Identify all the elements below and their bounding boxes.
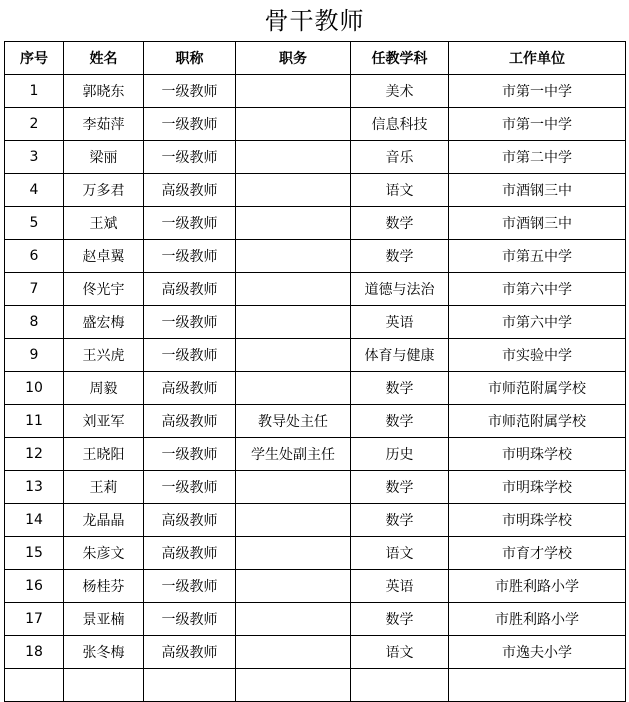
cell-position — [236, 174, 351, 207]
cell-title-rank: 高级教师 — [144, 405, 236, 438]
cell-index: 6 — [5, 240, 64, 273]
cell-title-rank — [144, 669, 236, 702]
cell-name: 王晓阳 — [64, 438, 144, 471]
cell-title-rank: 一级教师 — [144, 603, 236, 636]
cell-position — [236, 537, 351, 570]
cell-title-rank: 一级教师 — [144, 471, 236, 504]
cell-workplace: 市酒钢三中 — [449, 174, 626, 207]
cell-title-rank: 高级教师 — [144, 537, 236, 570]
table-row — [5, 603, 626, 636]
cell-position — [236, 306, 351, 339]
cell-index: 14 — [5, 504, 64, 537]
cell-subject: 数学 — [351, 405, 449, 438]
cell-title-rank: 一级教师 — [144, 438, 236, 471]
cell-workplace: 市胜利路小学 — [449, 570, 626, 603]
cell-position — [236, 207, 351, 240]
cell-workplace: 市明珠学校 — [449, 438, 626, 471]
cell-workplace: 市第六中学 — [449, 306, 626, 339]
cell-name: 王兴虎 — [64, 339, 144, 372]
cell-workplace: 市胜利路小学 — [449, 603, 626, 636]
cell-subject: 语文 — [351, 537, 449, 570]
cell-index: 2 — [5, 108, 64, 141]
cell-workplace: 市酒钢三中 — [449, 207, 626, 240]
cell-name: 周毅 — [64, 372, 144, 405]
cell-name: 景亚楠 — [64, 603, 144, 636]
cell-index: 17 — [5, 603, 64, 636]
header-position: 职务 — [236, 42, 351, 75]
header-subject: 任教学科 — [351, 42, 449, 75]
cell-index — [5, 669, 64, 702]
cell-subject: 历史 — [351, 438, 449, 471]
cell-index: 8 — [5, 306, 64, 339]
cell-index: 1 — [5, 75, 64, 108]
header-title-rank: 职称 — [144, 42, 236, 75]
table-row — [5, 174, 626, 207]
cell-index: 13 — [5, 471, 64, 504]
cell-workplace: 市师范附属学校 — [449, 372, 626, 405]
table-row — [5, 669, 626, 702]
table-row — [5, 108, 626, 141]
cell-position — [236, 75, 351, 108]
table-row — [5, 339, 626, 372]
table-row — [5, 273, 626, 306]
cell-position — [236, 141, 351, 174]
cell-position — [236, 273, 351, 306]
cell-subject: 数学 — [351, 207, 449, 240]
cell-position — [236, 570, 351, 603]
table-row — [5, 405, 626, 438]
cell-subject: 音乐 — [351, 141, 449, 174]
cell-subject: 语文 — [351, 174, 449, 207]
cell-title-rank: 高级教师 — [144, 273, 236, 306]
cell-position: 教导处主任 — [236, 405, 351, 438]
cell-subject: 英语 — [351, 306, 449, 339]
cell-index: 9 — [5, 339, 64, 372]
cell-workplace: 市实验中学 — [449, 339, 626, 372]
table-row — [5, 207, 626, 240]
cell-position — [236, 339, 351, 372]
cell-name: 赵卓翼 — [64, 240, 144, 273]
cell-workplace — [449, 669, 626, 702]
cell-title-rank: 高级教师 — [144, 372, 236, 405]
cell-index: 15 — [5, 537, 64, 570]
cell-position — [236, 603, 351, 636]
cell-index: 10 — [5, 372, 64, 405]
cell-position — [236, 504, 351, 537]
cell-index: 18 — [5, 636, 64, 669]
header-index: 序号 — [5, 42, 64, 75]
cell-subject: 数学 — [351, 471, 449, 504]
cell-title-rank: 一级教师 — [144, 306, 236, 339]
cell-name: 朱彦文 — [64, 537, 144, 570]
cell-position — [236, 669, 351, 702]
cell-index: 4 — [5, 174, 64, 207]
document-title: 骨干教师 — [264, 7, 365, 35]
table-row — [5, 636, 626, 669]
cell-name: 盛宏梅 — [64, 306, 144, 339]
cell-subject: 数学 — [351, 504, 449, 537]
cell-name: 龙晶晶 — [64, 504, 144, 537]
table-row — [5, 372, 626, 405]
cell-workplace: 市育才学校 — [449, 537, 626, 570]
cell-subject: 美术 — [351, 75, 449, 108]
header-name: 姓名 — [64, 42, 144, 75]
cell-workplace: 市明珠学校 — [449, 471, 626, 504]
cell-position — [236, 636, 351, 669]
cell-title-rank: 一级教师 — [144, 75, 236, 108]
cell-title-rank: 一级教师 — [144, 570, 236, 603]
cell-subject: 数学 — [351, 372, 449, 405]
cell-workplace: 市逸夫小学 — [449, 636, 626, 669]
cell-index: 7 — [5, 273, 64, 306]
cell-title-rank: 一级教师 — [144, 339, 236, 372]
cell-subject: 信息科技 — [351, 108, 449, 141]
table-row — [5, 306, 626, 339]
table-row — [5, 537, 626, 570]
cell-workplace: 市第一中学 — [449, 75, 626, 108]
cell-index: 16 — [5, 570, 64, 603]
cell-subject: 数学 — [351, 240, 449, 273]
cell-title-rank: 高级教师 — [144, 174, 236, 207]
cell-subject: 数学 — [351, 603, 449, 636]
cell-subject: 英语 — [351, 570, 449, 603]
table-row — [5, 75, 626, 108]
cell-subject: 语文 — [351, 636, 449, 669]
cell-workplace: 市第六中学 — [449, 273, 626, 306]
cell-subject — [351, 669, 449, 702]
cell-index: 12 — [5, 438, 64, 471]
cell-subject: 体育与健康 — [351, 339, 449, 372]
cell-index: 11 — [5, 405, 64, 438]
cell-workplace: 市第一中学 — [449, 108, 626, 141]
table-header-row — [5, 42, 626, 75]
table-row — [5, 570, 626, 603]
cell-subject: 道德与法治 — [351, 273, 449, 306]
table-row — [5, 240, 626, 273]
cell-index: 5 — [5, 207, 64, 240]
cell-title-rank: 高级教师 — [144, 504, 236, 537]
table-row — [5, 471, 626, 504]
cell-workplace: 市师范附属学校 — [449, 405, 626, 438]
cell-workplace: 市第二中学 — [449, 141, 626, 174]
cell-title-rank: 一级教师 — [144, 240, 236, 273]
cell-workplace: 市第五中学 — [449, 240, 626, 273]
cell-name: 张冬梅 — [64, 636, 144, 669]
cell-title-rank: 一级教师 — [144, 141, 236, 174]
cell-name: 刘亚军 — [64, 405, 144, 438]
cell-name — [64, 669, 144, 702]
cell-index: 3 — [5, 141, 64, 174]
cell-name: 李茹萍 — [64, 108, 144, 141]
cell-position — [236, 372, 351, 405]
table-row — [5, 504, 626, 537]
cell-name: 王莉 — [64, 471, 144, 504]
cell-position — [236, 108, 351, 141]
cell-name: 佟光宇 — [64, 273, 144, 306]
cell-workplace: 市明珠学校 — [449, 504, 626, 537]
table-row — [5, 141, 626, 174]
cell-title-rank: 一级教师 — [144, 108, 236, 141]
cell-name: 王斌 — [64, 207, 144, 240]
cell-name: 杨桂芬 — [64, 570, 144, 603]
teacher-table — [4, 41, 626, 702]
cell-name: 郭晓东 — [64, 75, 144, 108]
cell-title-rank: 高级教师 — [144, 636, 236, 669]
cell-name: 万多君 — [64, 174, 144, 207]
cell-position — [236, 471, 351, 504]
header-workplace: 工作单位 — [449, 42, 626, 75]
cell-title-rank: 一级教师 — [144, 207, 236, 240]
cell-name: 梁丽 — [64, 141, 144, 174]
cell-position — [236, 240, 351, 273]
table-row — [5, 438, 626, 471]
cell-position: 学生处副主任 — [236, 438, 351, 471]
